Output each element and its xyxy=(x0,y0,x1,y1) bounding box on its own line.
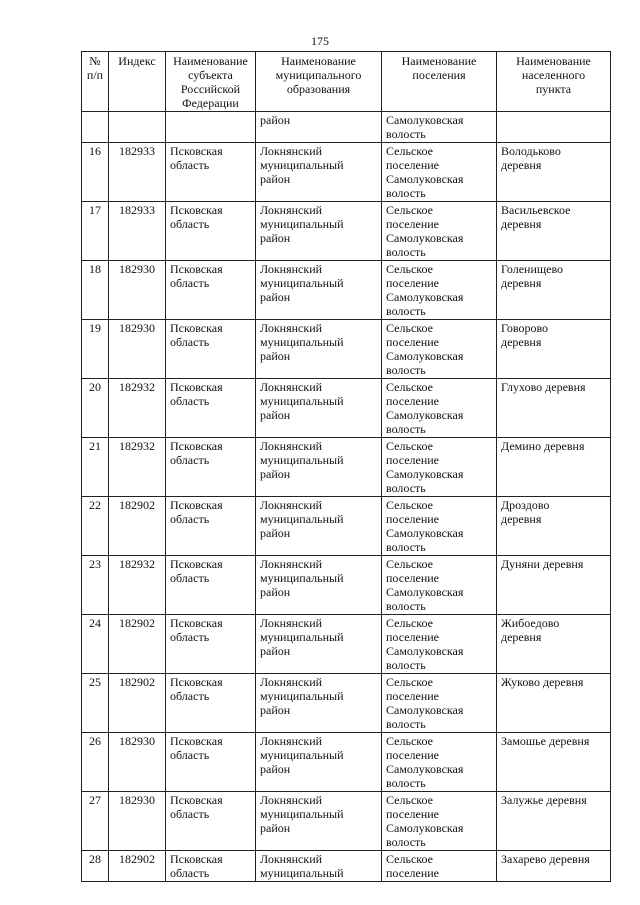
cell-locality: Залужье деревня xyxy=(497,792,611,851)
cell-subject: Псковская область xyxy=(166,615,256,674)
cell-subject: Псковская область xyxy=(166,851,256,882)
cell-number: 20 xyxy=(82,379,109,438)
cell-number: 22 xyxy=(82,497,109,556)
table-row xyxy=(82,497,611,556)
cell-subject: Псковская область xyxy=(166,674,256,733)
cell-municipality: Локнянский муниципальный район xyxy=(256,261,382,320)
cell-subject: Псковская область xyxy=(166,202,256,261)
table-row xyxy=(82,615,611,674)
cell-number: 18 xyxy=(82,261,109,320)
cell-number: 26 xyxy=(82,733,109,792)
cell-municipality: Локнянский муниципальный район xyxy=(256,674,382,733)
cell-locality: Жуково деревня xyxy=(497,674,611,733)
table-row xyxy=(82,261,611,320)
header-subject: Наименование субъекта Российской Федерации xyxy=(166,52,256,112)
cell-number: 16 xyxy=(82,143,109,202)
cell-municipality: Локнянский муниципальный район xyxy=(256,202,382,261)
cell-index: 182933 xyxy=(109,202,166,261)
cell-number: 23 xyxy=(82,556,109,615)
cell-subject: Псковская область xyxy=(166,733,256,792)
cell-settlement: Сельское поселение Самолуковская волость xyxy=(382,143,497,202)
cell-index: 182932 xyxy=(109,556,166,615)
cell-subject: Псковская область xyxy=(166,143,256,202)
cell-index: 182930 xyxy=(109,733,166,792)
table-row xyxy=(82,733,611,792)
cell-number: 17 xyxy=(82,202,109,261)
locality-table xyxy=(81,51,611,882)
table-row xyxy=(82,792,611,851)
cell-settlement: Сельское поселение Самолуковская волость xyxy=(382,379,497,438)
cell-locality: Володьково деревня xyxy=(497,143,611,202)
cell-settlement: Сельское поселение Самолуковская волость xyxy=(382,438,497,497)
cell-number: 21 xyxy=(82,438,109,497)
cell-municipality: Локнянский муниципальный район xyxy=(256,556,382,615)
cell-subject: Псковская область xyxy=(166,497,256,556)
cell-index: 182902 xyxy=(109,497,166,556)
continuation-row xyxy=(82,112,611,143)
cell-subject: Псковская область xyxy=(166,556,256,615)
cell-number: 28 xyxy=(82,851,109,882)
cell-municipality: Локнянский муниципальный xyxy=(256,851,382,882)
cell-municipality: Локнянский муниципальный район xyxy=(256,497,382,556)
cell-index: 182902 xyxy=(109,615,166,674)
cell-settlement: Сельское поселение Самолуковская волость xyxy=(382,261,497,320)
cell-settlement: Сельское поселение Самолуковская волость xyxy=(382,202,497,261)
cell-index: 182932 xyxy=(109,379,166,438)
cell-subject: Псковская область xyxy=(166,320,256,379)
table-row xyxy=(82,438,611,497)
cell-locality xyxy=(497,112,611,143)
cell-settlement: Сельское поселение Самолуковская волость xyxy=(382,497,497,556)
cell-number: 25 xyxy=(82,674,109,733)
cell-municipality: район xyxy=(256,112,382,143)
cell-municipality: Локнянский муниципальный район xyxy=(256,733,382,792)
cell-locality: Говорово деревня xyxy=(497,320,611,379)
table-row xyxy=(82,674,611,733)
header-index: Индекс xyxy=(109,52,166,112)
table-row xyxy=(82,143,611,202)
table-row xyxy=(82,320,611,379)
cell-municipality: Локнянский муниципальный район xyxy=(256,379,382,438)
cell-settlement: Сельское поселение xyxy=(382,851,497,882)
cell-settlement: Сельское поселение Самолуковская волость xyxy=(382,320,497,379)
header-locality: Наименование населенного пункта xyxy=(497,52,611,112)
cell-index: 182932 xyxy=(109,438,166,497)
cell-municipality: Локнянский муниципальный район xyxy=(256,320,382,379)
cell-locality: Васильевское деревня xyxy=(497,202,611,261)
header-settlement: Наименование поселения xyxy=(382,52,497,112)
cell-settlement: Сельское поселение Самолуковская волость xyxy=(382,556,497,615)
header-municipality: Наименование муниципального образования xyxy=(256,52,382,112)
cell-subject: Псковская область xyxy=(166,261,256,320)
cell-subject: Псковская область xyxy=(166,379,256,438)
cell-settlement: Сельское поселение Самолуковская волость xyxy=(382,674,497,733)
cell-index xyxy=(109,112,166,143)
cell-settlement: Сельское поселение Самолуковская волость xyxy=(382,733,497,792)
cell-number: 27 xyxy=(82,792,109,851)
cell-municipality: Локнянский муниципальный район xyxy=(256,438,382,497)
cell-locality: Замошье деревня xyxy=(497,733,611,792)
cell-subject: Псковская область xyxy=(166,792,256,851)
cell-locality: Глухово деревня xyxy=(497,379,611,438)
cell-locality: Жибоедово деревня xyxy=(497,615,611,674)
cell-locality: Голенищево деревня xyxy=(497,261,611,320)
cell-locality: Захарево деревня xyxy=(497,851,611,882)
cell-municipality: Локнянский муниципальный район xyxy=(256,792,382,851)
cell-number: 19 xyxy=(82,320,109,379)
table-row xyxy=(82,556,611,615)
cell-index: 182933 xyxy=(109,143,166,202)
cell-index: 182902 xyxy=(109,851,166,882)
cell-subject: Псковская область xyxy=(166,438,256,497)
cell-subject xyxy=(166,112,256,143)
cell-index: 182930 xyxy=(109,261,166,320)
cell-index: 182930 xyxy=(109,320,166,379)
cell-locality: Дуняни деревня xyxy=(497,556,611,615)
cell-settlement: Самолуковская волость xyxy=(382,112,497,143)
cell-municipality: Локнянский муниципальный район xyxy=(256,615,382,674)
table-row xyxy=(82,851,611,882)
cell-number xyxy=(82,112,109,143)
header-number: № п/п xyxy=(82,52,109,112)
cell-index: 182902 xyxy=(109,674,166,733)
cell-index: 182930 xyxy=(109,792,166,851)
cell-municipality: Локнянский муниципальный район xyxy=(256,143,382,202)
page-number: 175 xyxy=(311,34,329,48)
cell-locality: Демино деревня xyxy=(497,438,611,497)
cell-settlement: Сельское поселение Самолуковская волость xyxy=(382,615,497,674)
cell-number: 24 xyxy=(82,615,109,674)
cell-locality: Дроздово деревня xyxy=(497,497,611,556)
table-header-row xyxy=(82,52,611,112)
table-row xyxy=(82,379,611,438)
cell-settlement: Сельское поселение Самолуковская волость xyxy=(382,792,497,851)
table-row xyxy=(82,202,611,261)
